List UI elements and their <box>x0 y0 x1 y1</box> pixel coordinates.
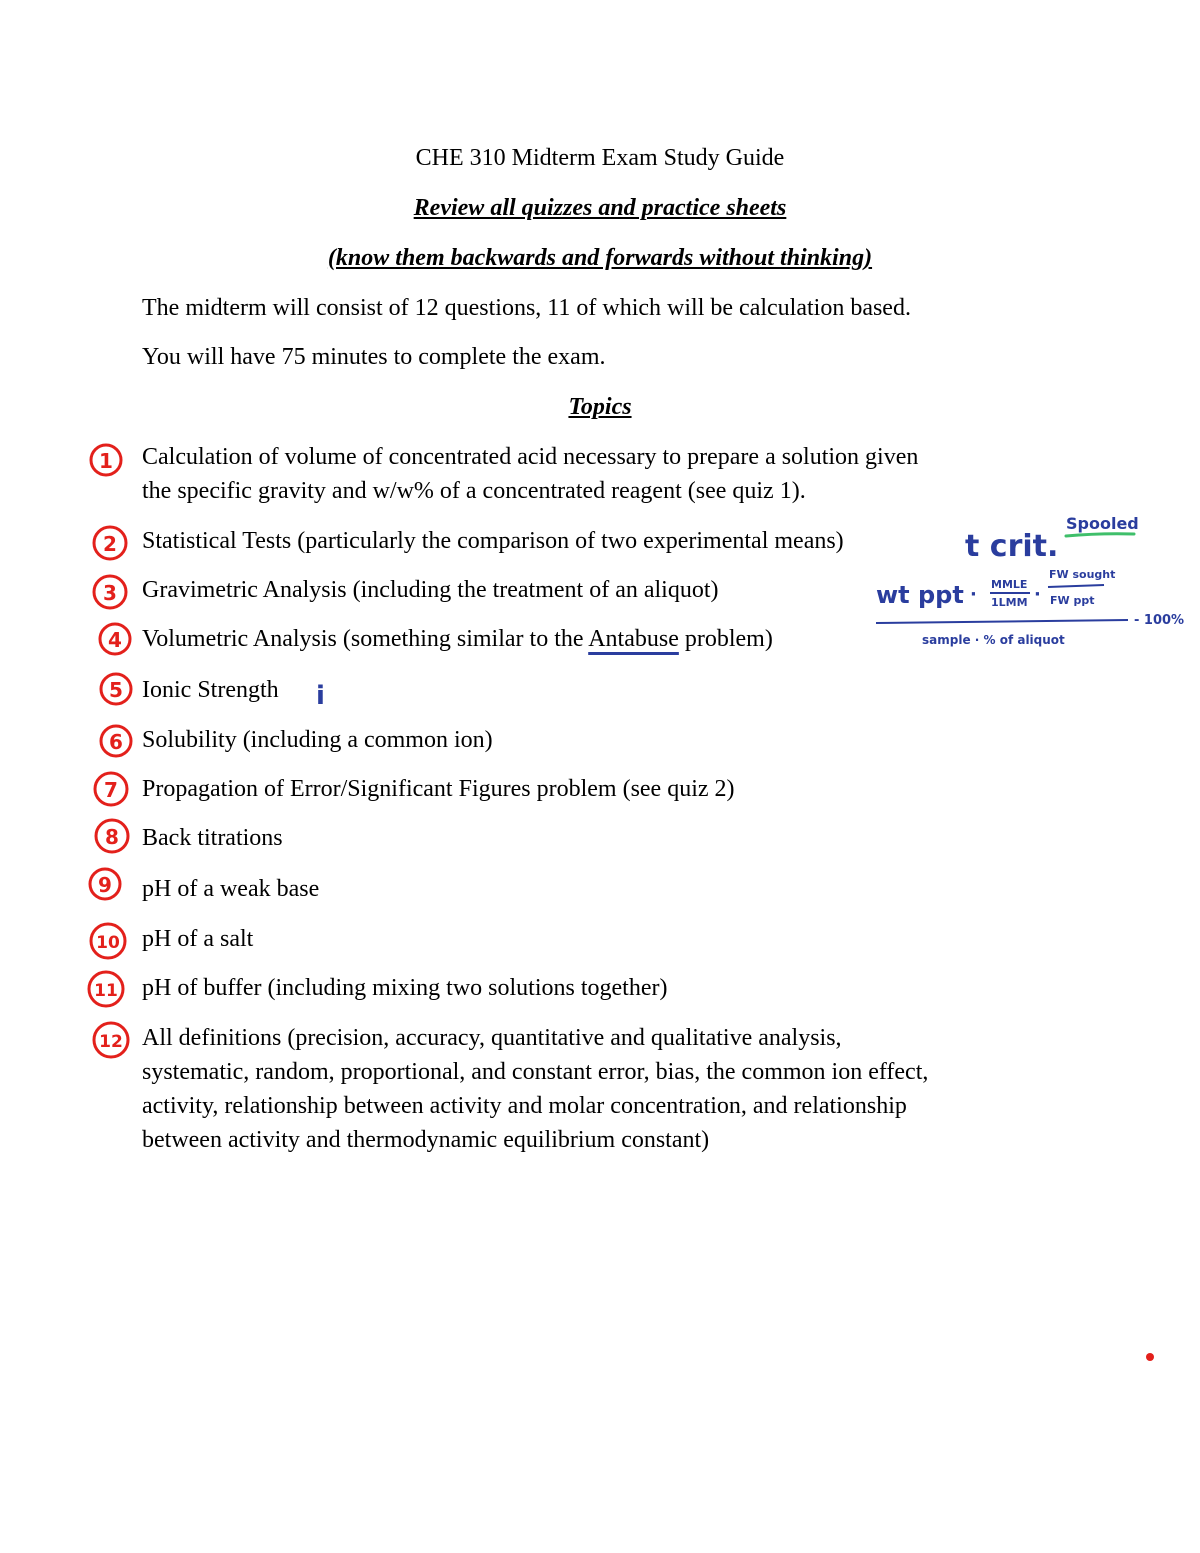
number-circle <box>96 820 128 852</box>
topic-item-6 <box>142 723 1062 757</box>
sample-aliquot-denominator: sample · % of aliquot <box>922 633 1065 647</box>
topic-item-8 <box>142 821 1062 855</box>
hand-number-5: 5 <box>109 678 123 702</box>
topic-item-5 <box>142 673 1062 707</box>
number-circle <box>89 972 123 1006</box>
number-circle <box>94 576 126 608</box>
number-circle <box>101 674 131 704</box>
number-circle <box>95 773 127 805</box>
t-crit-note: t crit. <box>965 529 1059 564</box>
topic-text-post: problem) <box>678 626 773 652</box>
hand-number-8: 8 <box>105 825 119 849</box>
topic-line: Calculation of volume of concentrated acid necessary to prepare a solution given <box>142 444 919 470</box>
pooled-note: Spooled <box>1066 514 1139 533</box>
topic-line <box>142 622 1062 656</box>
subtitle-know-them: (know them backwards and forwards without thinking) <box>327 245 873 271</box>
document-title: CHE 310 Midterm Exam Study Guide <box>415 145 785 171</box>
topic-line: between activity and thermodynamic equilibrium constant) <box>142 1127 710 1153</box>
topic-item-9 <box>142 872 1062 906</box>
topics-heading: Topics <box>568 394 632 420</box>
frac1-denominator: 1LMM <box>991 596 1028 609</box>
red-ink-dot <box>1146 1353 1154 1361</box>
wt-ppt-note: wt ppt <box>876 581 964 609</box>
topic-line: the specific gravity and w/w% of a concentrated reagent (see quiz 1). <box>142 478 806 504</box>
topic-line: Back titrations <box>142 825 283 851</box>
times-dot: · <box>1034 584 1041 605</box>
topic-item-7 <box>142 772 1062 806</box>
frac2-denominator: FW ppt <box>1050 594 1095 607</box>
hand-number-11: 11 <box>94 981 118 1001</box>
topic-line: pH of buffer (including mixing two solutions together) <box>142 975 668 1001</box>
hand-number-2: 2 <box>103 532 117 556</box>
frac1-numerator: MMLE <box>991 578 1028 591</box>
hand-number-6: 6 <box>109 730 123 754</box>
topic-line: All definitions (precision, accuracy, quantitative and qualitative analysis, <box>142 1025 842 1051</box>
intro-time-limit: You will have 75 minutes to complete the exam. <box>142 344 606 370</box>
hand-number-1: 1 <box>99 449 113 473</box>
topic-item-10 <box>142 922 1062 956</box>
number-circle <box>91 445 121 475</box>
frac2-numerator: FW sought <box>1049 568 1116 581</box>
number-circle <box>100 624 130 654</box>
hand-number-4: 4 <box>108 628 122 652</box>
topic-line: Gravimetric Analysis (including the treatment of an aliquot) <box>142 577 719 603</box>
number-circle <box>94 1023 128 1057</box>
topic-line: Ionic Strength <box>142 677 279 703</box>
topic-item-2 <box>142 524 1062 558</box>
topic-item-4 <box>142 622 1062 656</box>
topic-item-1 <box>142 440 1062 508</box>
hand-number-9: 9 <box>98 873 112 897</box>
hand-number-3: 3 <box>103 581 117 605</box>
topic-line: Propagation of Error/Significant Figures problem (see quiz 2) <box>142 776 735 802</box>
topic-item-3 <box>142 573 1062 607</box>
topic-line: activity, relationship between activity and molar concentration, and relationship <box>142 1093 907 1119</box>
topic-line: Solubility (including a common ion) <box>142 727 493 753</box>
hand-number-10: 10 <box>96 933 120 953</box>
topic-line: systematic, random, proportional, and constant error, bias, the common ion effect, <box>142 1059 929 1085</box>
topic-line: Statistical Tests (particularly the comparison of two experimental means) <box>142 528 844 554</box>
antabuse-underlined: Antabuse <box>588 626 679 652</box>
topic-line: pH of a salt <box>142 926 254 952</box>
ionic-strength-symbol: i <box>316 681 325 711</box>
number-circle <box>94 527 126 559</box>
equals-dot: · <box>970 584 977 605</box>
intro-question-count: The midterm will consist of 12 questions, 11 of which will be calculation based. <box>142 295 911 321</box>
subtitle-review: Review all quizzes and practice sheets <box>413 195 787 221</box>
hand-number-7: 7 <box>104 778 118 802</box>
hand-number-12: 12 <box>99 1032 123 1052</box>
topic-item-11 <box>142 971 1062 1005</box>
number-circle <box>90 869 120 899</box>
green-underline <box>1066 534 1134 536</box>
topic-line: pH of a weak base <box>142 876 320 902</box>
topic-item-12 <box>142 1021 1062 1157</box>
number-circle <box>101 726 131 756</box>
times-hundred-percent: - 100% <box>1134 613 1185 628</box>
number-circle <box>91 924 125 958</box>
topic-text-pre: Volumetric Analysis (something similar to the <box>142 626 589 652</box>
